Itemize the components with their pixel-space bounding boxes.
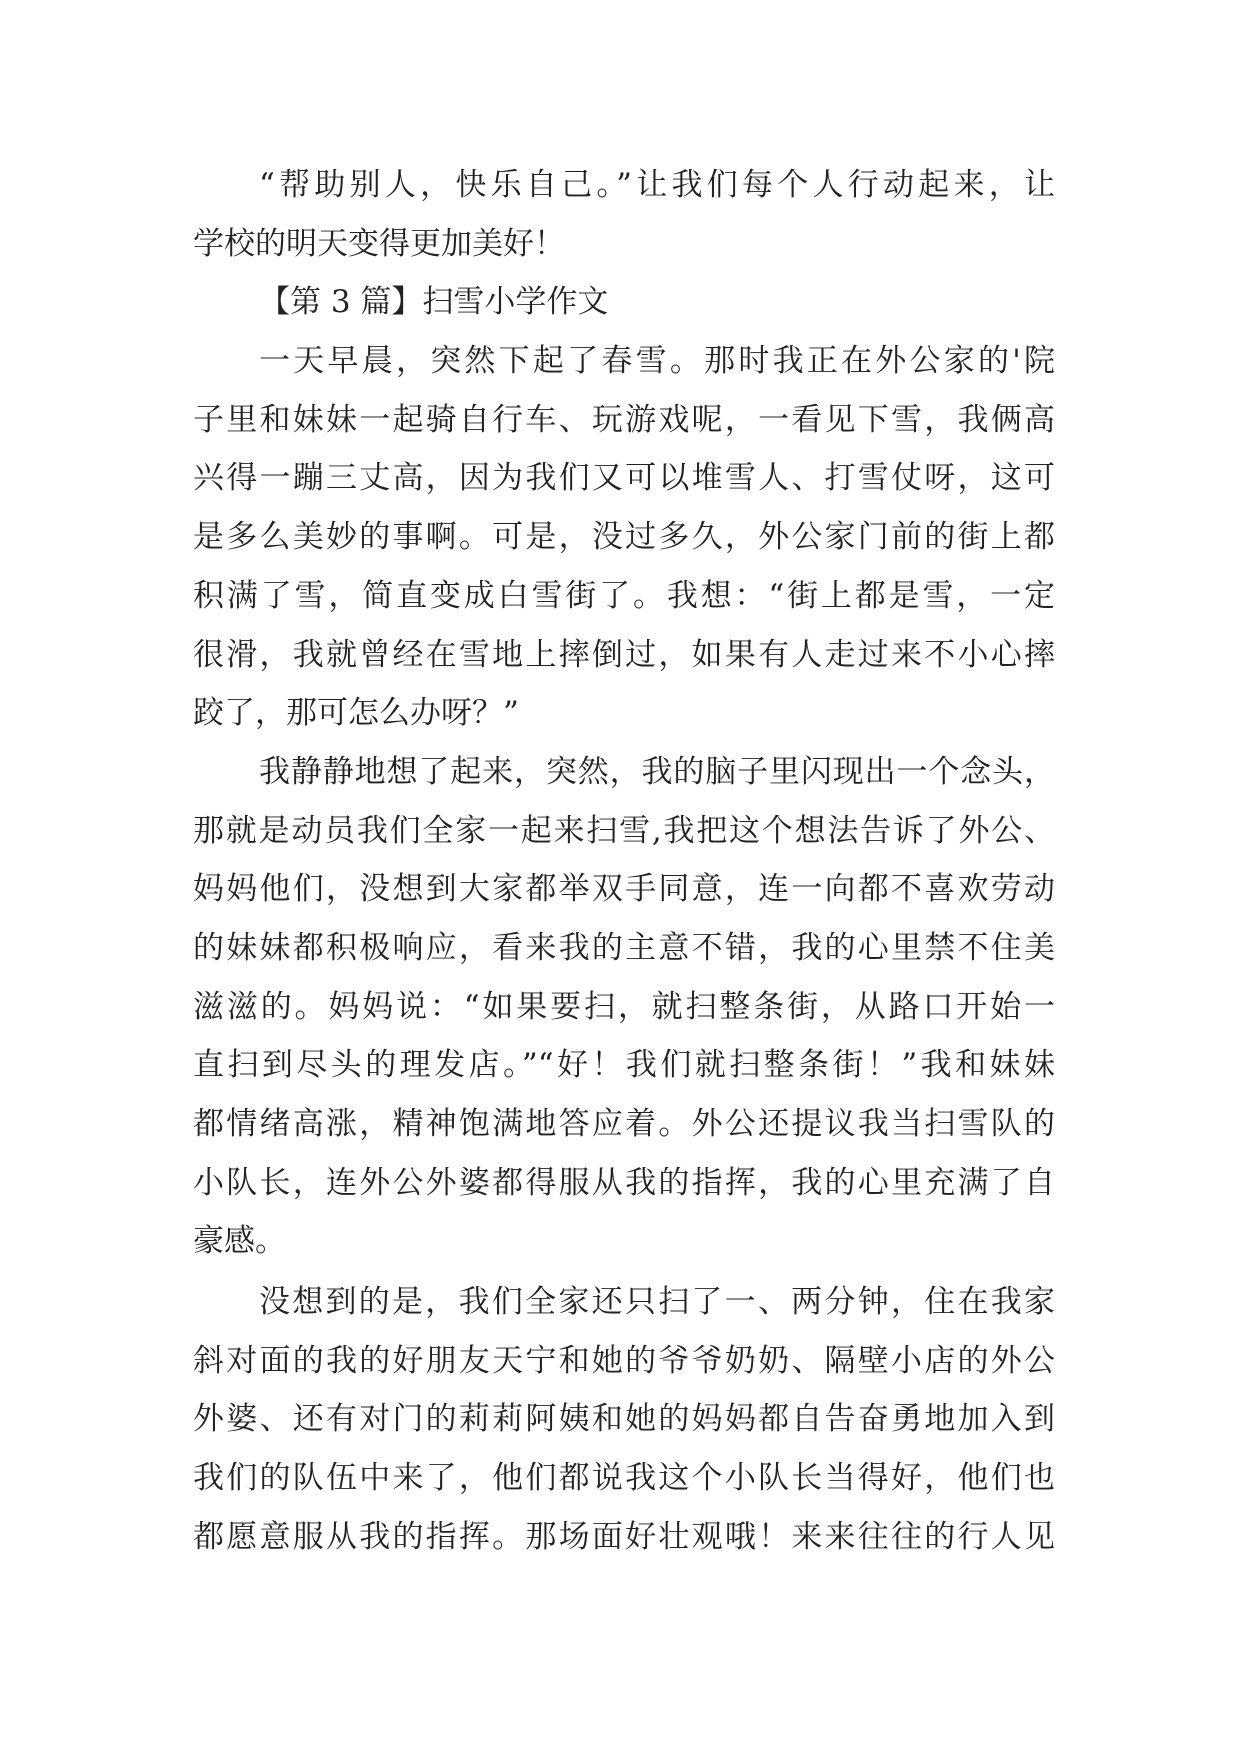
paragraph-snow-morning <box>193 332 1055 743</box>
paragraph-line: 一天早晨，突然下起了春雪。那时我正在外公家的'院 <box>259 343 1055 380</box>
paragraph-line: 子里和妹妹一起骑自行车、玩游戏呢，一看见下雪，我俩高 <box>193 401 1055 438</box>
paragraph-line: 跤了，那可怎么办呀？” <box>193 695 519 732</box>
section-heading <box>193 273 1055 332</box>
paragraph-line: 很滑，我就曾经在雪地上摔倒过，如果有人走过来不小心摔 <box>193 636 1055 673</box>
paragraph-idea <box>193 743 1055 1271</box>
paragraph-line: 滋滋的。妈妈说：“如果要扫，就扫整条街，从路口开始一 <box>193 988 1055 1025</box>
paragraph-closing <box>193 156 1055 273</box>
paragraph-line: 都情绪高涨，精神饱满地答应着。外公还提议我当扫雪队的 <box>193 1106 1055 1142</box>
paragraph-line: 都愿意服从我的指挥。那场面好壮观哦！来来往往的行人见 <box>193 1518 1055 1555</box>
paragraph-line: 的妹妹都积极响应，看来我的主意不错，我的心里禁不住美 <box>193 929 1055 966</box>
paragraph-line: 妈妈他们，没想到大家都举双手同意，连一向都不喜欢劳动 <box>193 871 1055 908</box>
paragraph-line: 没想到的是，我们全家还只扫了一、两分钟，住在我家 <box>259 1284 1055 1321</box>
paragraph-line: 那就是动员我们全家一起来扫雪,我把这个想法告诉了外公、 <box>193 812 1055 849</box>
paragraph-line: “帮助别人，快乐自己。”让我们每个人行动起来，让 <box>259 167 1055 203</box>
paragraph-line: 学校的明天变得更加美好！ <box>193 225 565 262</box>
paragraph-line: 是多么美妙的事啊。可是，没过多久，外公家门前的街上都 <box>193 519 1055 556</box>
paragraph-line: 积满了雪，简直变成白雪街了。我想：“街上都是雪，一定 <box>193 577 1055 614</box>
paragraph-line: 直扫到尽头的理发店。”“好！我们就扫整条街！”我和妹妹 <box>193 1047 1055 1084</box>
paragraph-line: 外婆、还有对门的莉莉阿姨和她的妈妈都自告奋勇地加入到 <box>193 1401 1055 1438</box>
paragraph-line: 我静静地想了起来，突然，我的脑子里闪现出一个念头， <box>259 753 1055 790</box>
paragraph-neighbors <box>193 1273 1055 1566</box>
document-body <box>193 156 1055 1567</box>
paragraph-line: 豪感。 <box>193 1223 286 1260</box>
paragraph-line: 兴得一蹦三丈高，因为我们又可以堆雪人、打雪仗呀，这可 <box>193 460 1055 497</box>
paragraph-line: 我们的队伍中来了，他们都说我这个小队长当得好，他们也 <box>193 1460 1055 1497</box>
paragraph-line: 小队长，连外公外婆都得服从我的指挥，我的心里充满了自 <box>193 1164 1055 1201</box>
paragraph-line: 斜对面的我的好朋友天宁和她的爷爷奶奶、隔壁小店的外公 <box>193 1342 1055 1379</box>
heading-line: 【第 3 篇】扫雪小学作文 <box>259 284 609 321</box>
